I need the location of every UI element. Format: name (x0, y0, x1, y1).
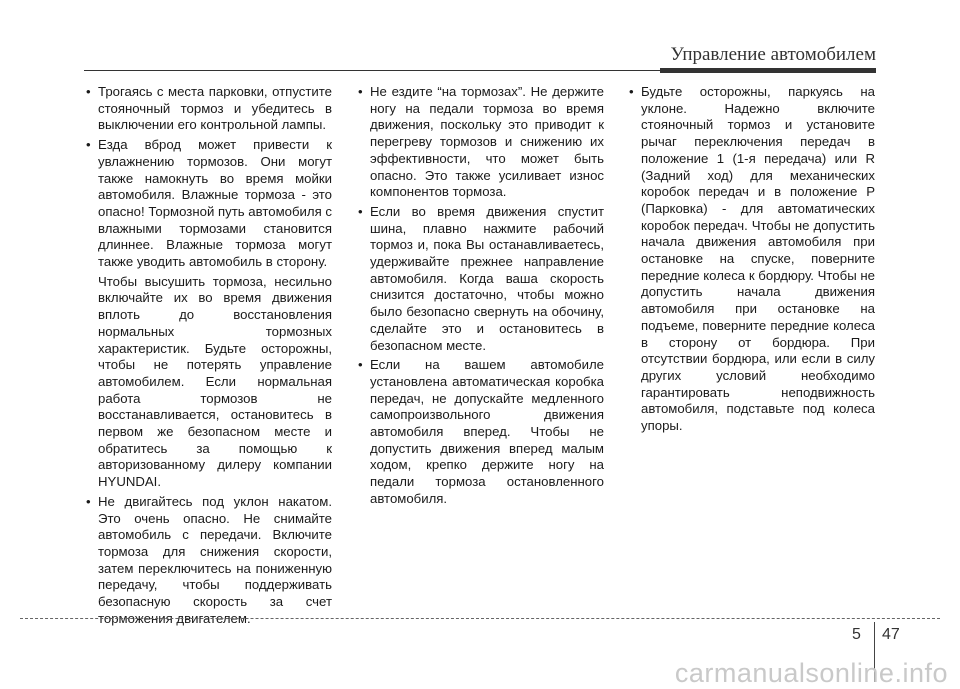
bullet-item (356, 357, 604, 507)
bullet-text: Езда вброд может привести к увлажнению тормозов. Они могут также намокнуть во время мойки автомобиля. Влажные тормоза - это опасно! Тормозной путь автомобиля с влажными тормозами становится длиннее. Влажные тормоза могут также уводить автомобиль в сторону. (98, 137, 332, 270)
bullet-icon: • (358, 357, 363, 373)
footer-divider (20, 618, 940, 619)
page-number: 47 (882, 626, 900, 643)
bullet-icon: • (86, 137, 91, 153)
bullet-item (356, 204, 604, 354)
bullet-item (84, 494, 332, 628)
text-column-2 (356, 84, 604, 511)
bullet-text: Не ездите “на тормозах”. Не держите ногу на педали тормоза во время движения, поскольку это приводит к перегреву тормозов и снижению их эффективности, что может быть опасно. Это также усиливает износ компонентов тормоза. (370, 84, 604, 200)
bullet-text: Если на вашем автомобиле установлена автоматическая коробка передач, не допускайте медленного самопроизвольного движения автомобиля вперед. Чтобы не допустить движения вперед малым ходом, крепко держите ногу на педали тормоза остановленного автомобиля. (370, 357, 604, 506)
bullet-icon: • (86, 84, 91, 99)
bullet-item (84, 137, 332, 271)
text-column-1 (84, 84, 332, 631)
watermark: carmanualsonline.info (674, 658, 948, 688)
bullet-icon: • (358, 84, 363, 99)
bullet-item (84, 84, 332, 134)
text-column-3 (627, 84, 875, 438)
bullet-item (627, 84, 875, 435)
bullet-text: Если во время движения спустит шина, плавно нажмите рабочий тормоз и, пока Вы останавливаетесь, удерживайте прежнее направление автомобиля. Когда ваша скорость снизится достаточно, чтобы можно было безопасно свернуть на обочину, сделайте это и остановитесь в безопасном месте. (370, 203, 604, 353)
chapter-number: 5 (852, 626, 861, 643)
bullet-icon: • (358, 203, 363, 219)
paragraph: Чтобы высушить тормоза, несильно включайте их во время движения вплоть до восстановления нормальных тормозных характеристик. Будьте осторожны, чтобы не потерять управление автомобилем. Если нормальная работа тормозов не восстанавливается, остановитесь в первом же безопасном месте и обратитесь за помощью к авторизованному дилеру компании HYUNDAI. (98, 273, 332, 490)
page-header-title: Управление автомобилем (670, 44, 876, 65)
bullet-item (356, 84, 604, 201)
header-divider-accent (660, 68, 876, 73)
bullet-icon: • (86, 493, 91, 509)
bullet-text: Не двигайтесь под уклон накатом. Это очень опасно. Не снимайте автомобиль с передачи. Включите тормоза для снижения скорости, затем переключитесь на пониженную передачу, чтобы поддерживать безопасную скорость за счет торможения двигателем. (98, 493, 332, 626)
bullet-text: Будьте осторожны, паркуясь на уклоне. Надежно включите стояночный тормоз и установите рычаг переключения передач в положение 1 (1-я передача) или R (Задний ход) для механических коробок передач и в положение P (Парковка) - для автоматических коробок передач. Чтобы не допустить начала движения автомобиля при остановке на спуске, поверните передние колеса к бордюру. Чтобы не допустить начала движения автомобиля при остановке на подъеме, поверните передние колеса в сторону от бордюра. При отсутствии бордюра, или если в силу других условий необходимо гарантировать неподвижность автомобиля, подставьте под колеса упоры. (641, 84, 875, 434)
bullet-text: Трогаясь с места парковки, отпустите стояночный тормоз и убедитесь в выключении его контрольной лампы. (98, 84, 332, 133)
bullet-icon: • (629, 84, 634, 99)
